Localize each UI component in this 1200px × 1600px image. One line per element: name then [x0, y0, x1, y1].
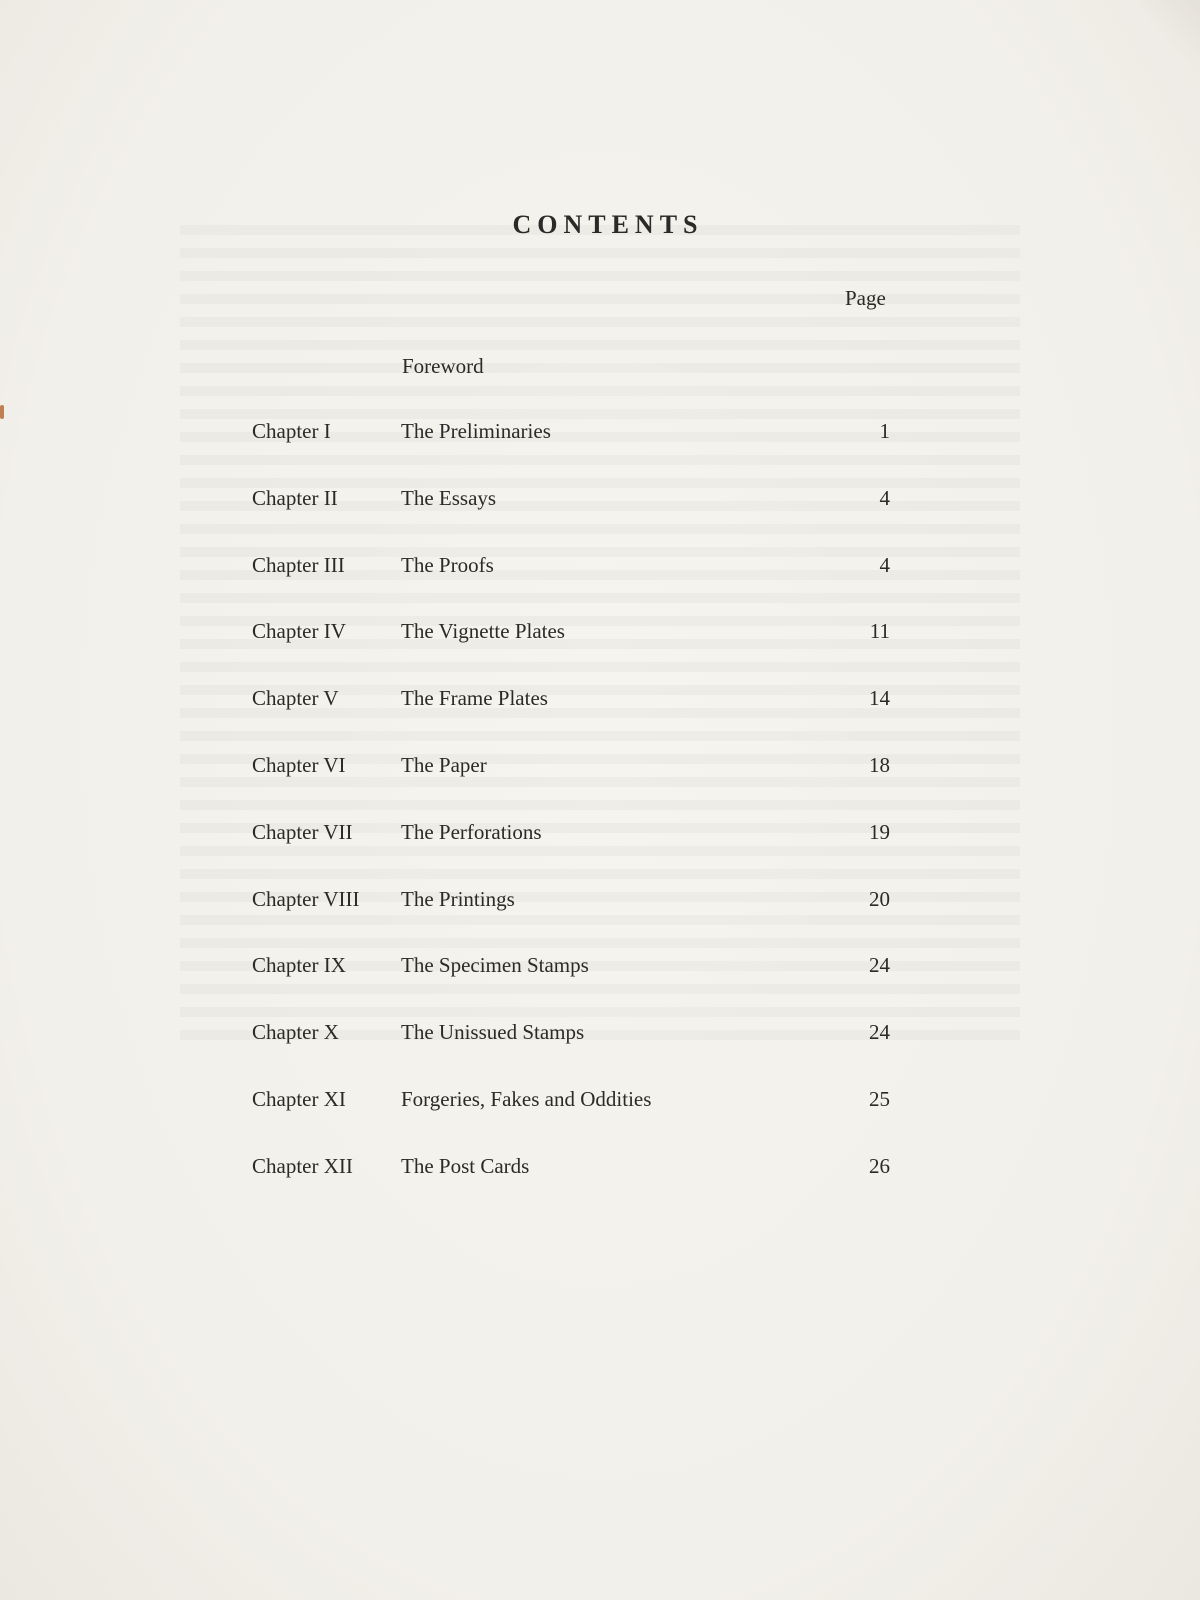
toc-chapter-number: Chapter IV [252, 619, 346, 643]
toc-chapter-title: The Essays [401, 486, 497, 510]
toc-entry[interactable] [0, 887, 1200, 917]
toc-page-number: 11 [869, 619, 890, 643]
page-edge-mark [0, 405, 4, 419]
toc-chapter-title: The Specimen Stamps [401, 953, 589, 977]
toc-chapter-number: Chapter X [252, 1020, 339, 1044]
toc-entry[interactable] [0, 753, 1200, 783]
page-corner-shadow [1140, 0, 1200, 60]
toc-chapter-number: Chapter I [252, 419, 331, 443]
toc-chapter-number: Chapter III [252, 553, 345, 577]
toc-entry[interactable] [0, 419, 1200, 449]
toc-entry[interactable] [0, 486, 1200, 516]
toc-page-number: 4 [879, 553, 890, 577]
toc-page-number: 25 [869, 1087, 890, 1111]
toc-chapter-title: Forgeries, Fakes and Oddities [401, 1087, 652, 1111]
toc-page-number: 4 [879, 486, 890, 510]
toc-chapter-title: The Proofs [401, 553, 494, 577]
toc-chapter-title: The Paper [401, 753, 487, 777]
page-title: CONTENTS [512, 210, 704, 239]
toc-page-number: 19 [869, 820, 890, 844]
toc-chapter-number: Chapter XI [252, 1087, 346, 1111]
toc-chapter-number: Chapter VIII [252, 887, 360, 911]
toc-page-number: 24 [869, 953, 890, 977]
toc-entry[interactable] [0, 686, 1200, 716]
toc-page-number: 14 [869, 686, 890, 710]
toc-entry[interactable] [0, 1020, 1200, 1050]
toc-page-number: 24 [869, 1020, 890, 1044]
toc-chapter-number: Chapter II [252, 486, 338, 510]
toc-chapter-title: The Preliminaries [401, 419, 551, 443]
page-column-header: Page [845, 286, 886, 310]
toc-chapter-title: The Perforations [401, 820, 542, 844]
toc-chapter-number: Chapter IX [252, 953, 346, 977]
toc-page-number: 1 [879, 419, 890, 443]
toc-entry[interactable] [0, 1087, 1200, 1117]
toc-chapter-number: Chapter VI [252, 753, 346, 777]
toc-page-number: 20 [869, 887, 890, 911]
toc-page-number: 18 [869, 753, 890, 777]
toc-chapter-title: The Post Cards [401, 1154, 530, 1178]
toc-chapter-number: Chapter VII [252, 820, 353, 844]
toc-entry[interactable] [0, 553, 1200, 583]
toc-chapter-title: The Unissued Stamps [401, 1020, 585, 1044]
toc-chapter-title: The Vignette Plates [401, 619, 565, 643]
toc-chapter-number: Chapter XII [252, 1154, 353, 1178]
toc-foreword[interactable]: Foreword [402, 354, 484, 378]
toc-chapter-number: Chapter V [252, 686, 339, 710]
toc-chapter-title: The Frame Plates [401, 686, 548, 710]
toc-chapter-title: The Printings [401, 887, 515, 911]
toc-entry[interactable] [0, 1154, 1200, 1184]
toc-entry[interactable] [0, 953, 1200, 983]
toc-entry[interactable] [0, 619, 1200, 649]
toc-page-number: 26 [869, 1154, 890, 1178]
toc-entry[interactable] [0, 820, 1200, 850]
